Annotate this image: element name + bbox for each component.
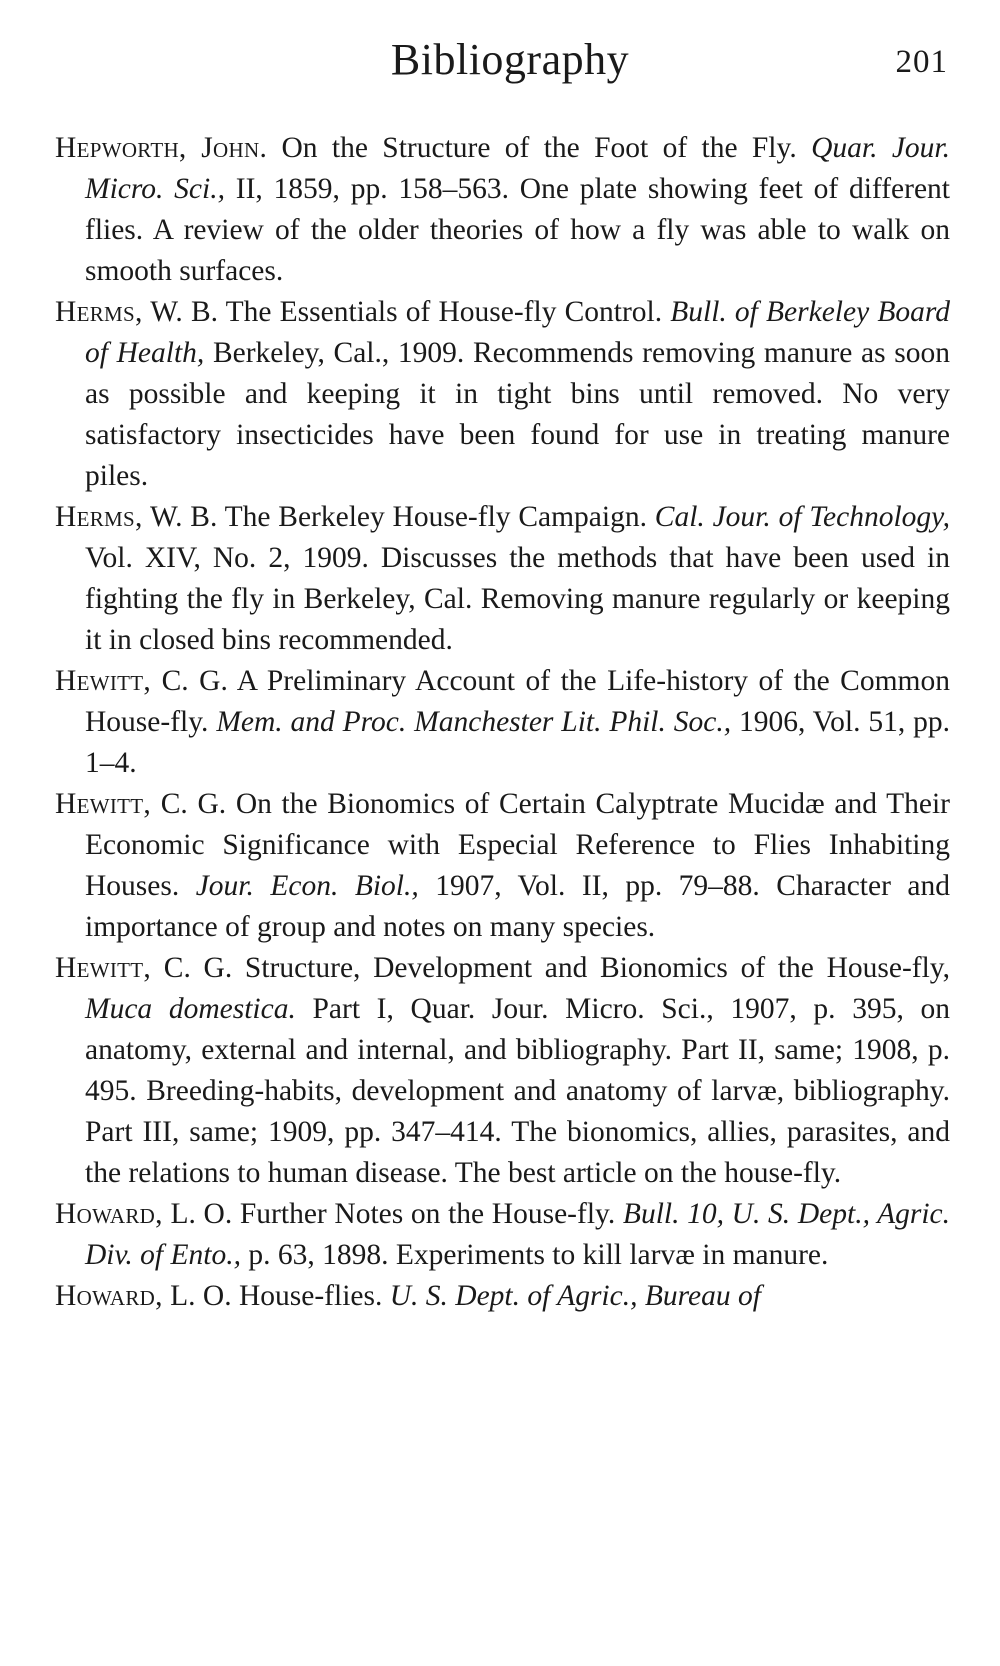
bibliography-entry [55,292,950,497]
entry-journal: Bull. of Berkeley Board of Health, [85,296,950,369]
entry-title: A Preliminary Account of the Life-history of the Common House-fly. [85,665,950,738]
bibliography-entry [55,948,950,1194]
bibliography-entry [55,128,950,292]
entry-title: Structure, Development and Bionomics of the House-fly, [232,952,951,984]
entry-note: 1907, Vol. II, pp. 79–88. Character and importance of group and notes on many species. [85,870,950,943]
running-head [0,34,1000,94]
entry-initials: W. B. [142,296,218,328]
entry-initials: W. B. [142,501,218,533]
entry-author: Hewitt, [55,952,152,984]
bibliography-entry [55,1194,950,1276]
entry-journal: U. S. Dept. of Agric., Bureau of [389,1280,761,1312]
entry-note: Part I, Quar. Jour. Micro. Sci., 1907, p. 395, on anatomy, external and internal, and bibliography. Part II, same; 1908, p. 495. Breeding-habits, development and anatomy of larvæ, bibliography. Part III, same; 1909, pp. 347–414. The bionomics, allies, parasites, and the relations to human disease. The best article on the house-fly. [85,993,951,1189]
entry-author: Howard, [55,1198,163,1230]
entry-title: The Berkeley House-fly Campaign. [217,501,655,533]
entry-journal: Quar. Jour. Micro. Sci., [85,132,951,205]
bibliography-list [55,128,950,1317]
entry-title: House-flies. [231,1280,390,1312]
entry-note: 1906, Vol. 51, pp. 1–4. [85,706,950,779]
entry-title: The Essentials of House-fly Control. [218,296,671,328]
entry-author: Herms, [55,501,143,533]
entry-initials: L. O. [162,1280,232,1312]
entry-initials: L. O. [162,1198,233,1230]
bibliography-entry [55,784,950,948]
entry-journal: Bull. 10, U. S. Dept., Agric. Div. of Ento., [85,1198,950,1271]
entry-initials: John. [186,132,268,164]
entry-journal: Jour. Econ. Biol., [195,870,419,902]
entry-title: On the Structure of the Foot of the Fly. [267,132,812,164]
entry-journal: Mem. and Proc. Manchester Lit. Phil. Soc., [216,706,732,738]
entry-initials: C. G. [151,788,227,820]
entry-note: Vol. XIV, No. 2, 1909. Discusses the methods that have been used in fighting the fly in Berkeley, Cal. Removing manure regularly or keeping it in closed bins recommended. [85,542,950,656]
entry-journal: Cal. Jour. of Technology, [654,501,950,533]
entry-initials: C. G. [151,665,228,697]
bibliography-entry [55,497,950,661]
entry-initials: C. G. [151,952,233,984]
bibliography-entry [55,661,950,784]
entry-author: Hewitt, [55,665,152,697]
entry-title: On the Bionomics of Certain Calyptrate Mucidæ and Their Economic Significance with Especial Reference to Flies Inhabiting Houses. [85,788,951,902]
bibliography-entry [55,1276,950,1317]
entry-author: Hewitt, [55,788,152,820]
entry-author: Howard, [55,1280,163,1312]
entry-note: Berkeley, Cal., 1909. Recommends removing manure as soon as possible and keeping it in tight bins until removed. No very satisfactory insecticides have been found for use in treating manure piles. [85,337,950,492]
entry-note: II, 1859, pp. 158–563. One plate showing feet of different flies. A review of the older theories of how a fly was able to walk on smooth surfaces. [85,173,950,287]
entry-note: p. 63, 1898. Experiments to kill larvæ in manure. [240,1239,829,1271]
page-number: 201 [895,44,948,80]
entry-journal: Muca domestica. [85,993,296,1025]
entry-title: Further Notes on the House-fly. [232,1198,623,1230]
page-title: Bibliography [390,35,630,84]
entry-author: Hepworth, [55,132,187,164]
entry-author: Herms, [55,296,143,328]
